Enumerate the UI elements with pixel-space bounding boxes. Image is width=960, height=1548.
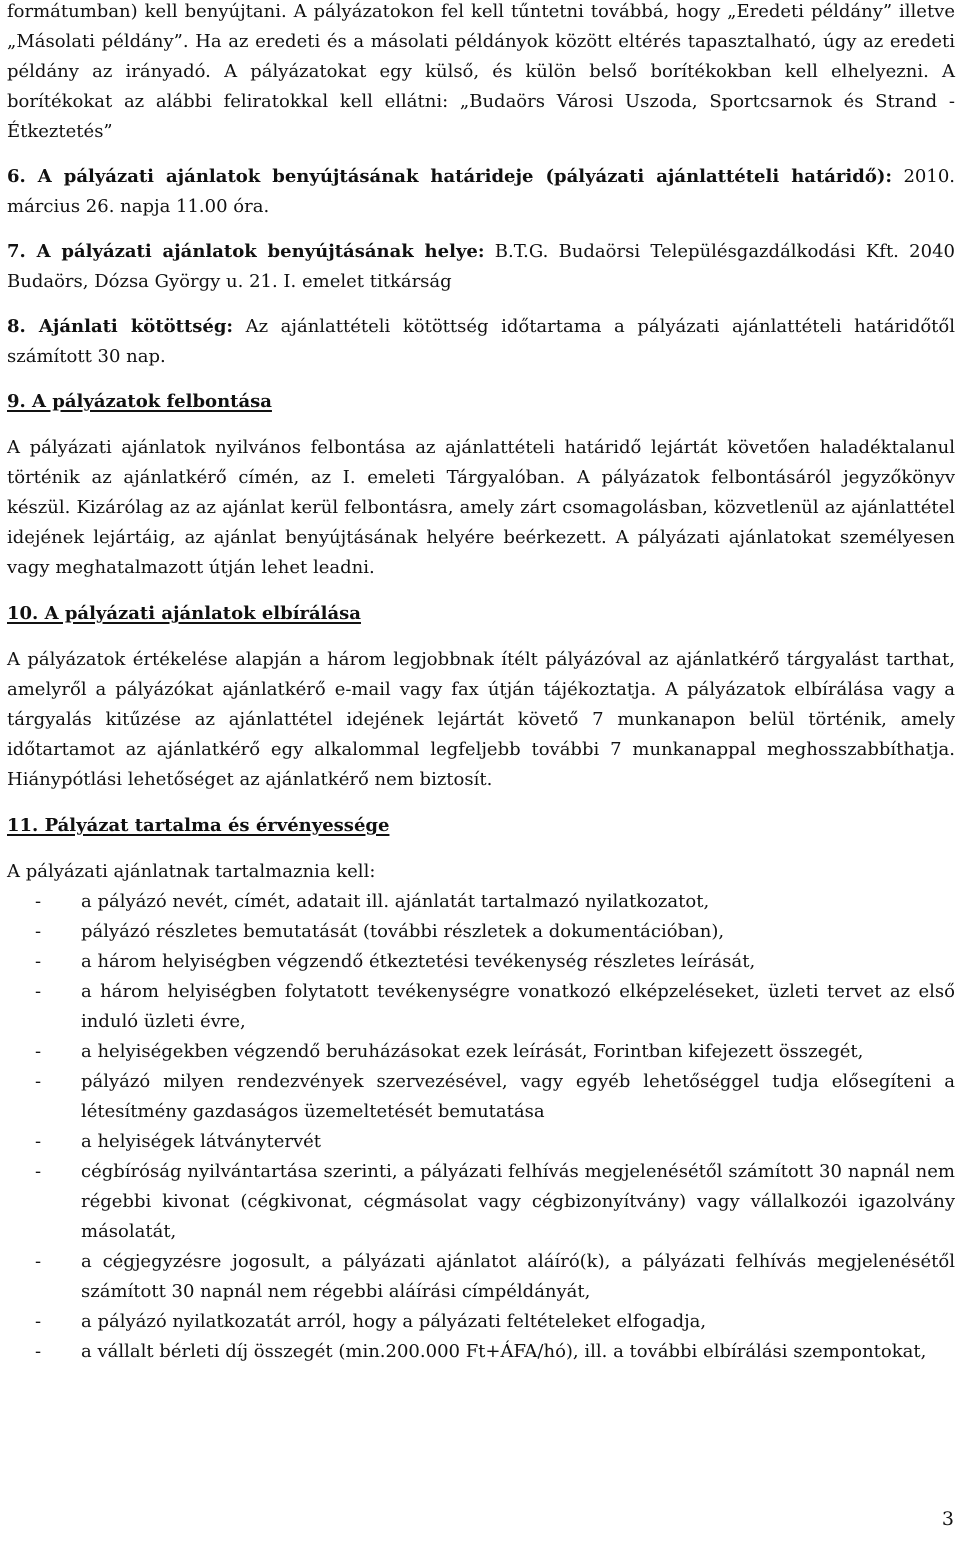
list-item: - pályázó milyen rendezvények szervezésével, vagy egyéb lehetőséggel tudja elősegíteni a létesítmény gazdaságos üzemeltetését bemutatása bbox=[35, 1071, 955, 1122]
section-11-heading-line bbox=[7, 811, 955, 841]
list-item: - a helyiségekben végzendő beruházásokat ezek leírását, Forintban kifejezett összegét, bbox=[35, 1041, 864, 1062]
list-item: - a három helyiségben folytatott tevékenységre vonatkozó elképzeléseket, üzleti tervet az első induló üzleti évre, bbox=[35, 981, 955, 1032]
section-6 bbox=[7, 162, 955, 222]
section-9-heading-line bbox=[7, 387, 955, 417]
list-item: - pályázó részletes bemutatását (további részletek a dokumentációban), bbox=[35, 921, 725, 942]
list-item: - a helyiségek látványtervét bbox=[35, 1131, 322, 1152]
section-10-heading-line bbox=[7, 599, 955, 629]
section-9-heading: 9. A pályázatok felbontása bbox=[7, 391, 272, 412]
section-10-body: A pályázatok értékelése alapján a három legjobbnak ítélt pályázóval az ajánlatkérő tárgyalást tarthat, amelyről a pályázókat ajánlatkérő e-mail vagy fax útján tájékoztatja. A pályázatok elbírálása vagy a tárgyalás kitűzése az ajánlattétel idejének lejártát követő 7 munkanapon belül történik, amely időtartamot az ajánlatkérő egy alkalommal legfeljebb további 7 munkanappal meghosszabbíthatja. Hiánypótlási lehetőséget az ajánlatkérő nem biztosít. bbox=[7, 649, 955, 790]
list-item: - a pályázó nevét, címét, adatait ill. ajánlatát tartalmazó nyilatkozatot, bbox=[35, 891, 710, 912]
section-7 bbox=[7, 237, 955, 297]
list-item: - a vállalt bérleti díj összegét (min.200.000 Ft+ÁFA/hó), ill. a további elbírálási szempontokat, bbox=[35, 1341, 927, 1362]
section-8-value: Az ajánlattételi kötöttség időtartama a pályázati ajánlattételi határidőtől számított 30 nap. bbox=[7, 316, 955, 367]
requirements-list bbox=[7, 887, 955, 1367]
section-8 bbox=[7, 312, 955, 372]
section-7-value: B.T.G. Budaörsi Településgazdálkodási Kft. 2040 Budaörs, Dózsa György u. 21. I. emelet titkárság bbox=[7, 241, 955, 292]
section-6-label: 6. A pályázati ajánlatok benyújtásának határideje (pályázati ajánlattételi határidő): bbox=[7, 166, 892, 187]
list-item: - a pályázó nyilatkozatát arról, hogy a pályázati feltételeket elfogadja, bbox=[35, 1311, 707, 1332]
section-11-intro: A pályázati ajánlatnak tartalmaznia kell: bbox=[7, 861, 376, 882]
section-6-value: 2010. március 26. napja 11.00 óra. bbox=[7, 166, 955, 217]
list-item: - a cégjegyzésre jogosult, a pályázati ajánlatot aláíró(k), a pályázati felhívás megjelenésétől számított 30 napnál nem régebbi aláírási címpéldányát, bbox=[35, 1251, 955, 1302]
section-11-heading: 11. Pályázat tartalma és érvényessége bbox=[7, 815, 390, 836]
page-number: 3 bbox=[941, 1508, 954, 1530]
list-item: - cégbíróság nyilvántartása szerinti, a pályázati felhívás megjelenésétől számított 30 napnál nem régebbi kivonat (cégkivonat, cégmásolat vagy cégbizonyítvány) vagy vállalkozói igazolvány másolatát, bbox=[35, 1161, 955, 1242]
section-9-body: A pályázati ajánlatok nyilvános felbontása az ajánlattételi határidő lejártát követően haladéktalanul történik az ajánlatkérő címén, az I. emeleti Tárgyalóban. A pályázatok felbontásáról jegyzőkönyv készül. Kizárólag az az ajánlat kerül felbontásra, amely zárt csomagolásban, közvetlenül az ajánlattétel idejének lejártáig, az ajánlat benyújtásának helyére beérkezett. A pályázati ajánlatokat személyesen vagy meghatalmazott útján lehet leadni. bbox=[7, 437, 955, 578]
document-page bbox=[7, 0, 955, 1367]
section-8-label: 8. Ajánlati kötöttség: bbox=[7, 316, 234, 337]
paragraph-envelopes: formátumban) kell benyújtani. A pályázatokon fel kell tűntetni továbbá, hogy „Eredeti példány” illetve „Másolati példány”. Ha az eredeti és a másolati példányok között eltérés tapasztalható, úgy az eredeti példány az irányadó. A pályázatokat egy külső, és külön belső borítékokban kell elhelyezni. A borítékokat az alábbi feliratokkal kell ellátni: „Budaörs Városi Uszoda, Sportcsarnok és Strand - Étkeztetés” bbox=[7, 1, 955, 142]
section-10-heading: 10. A pályázati ajánlatok elbírálása bbox=[7, 603, 361, 624]
list-item: - a három helyiségben végzendő étkeztetési tevékenység részletes leírását, bbox=[35, 951, 756, 972]
section-7-label: 7. A pályázati ajánlatok benyújtásának helye: bbox=[7, 241, 485, 262]
